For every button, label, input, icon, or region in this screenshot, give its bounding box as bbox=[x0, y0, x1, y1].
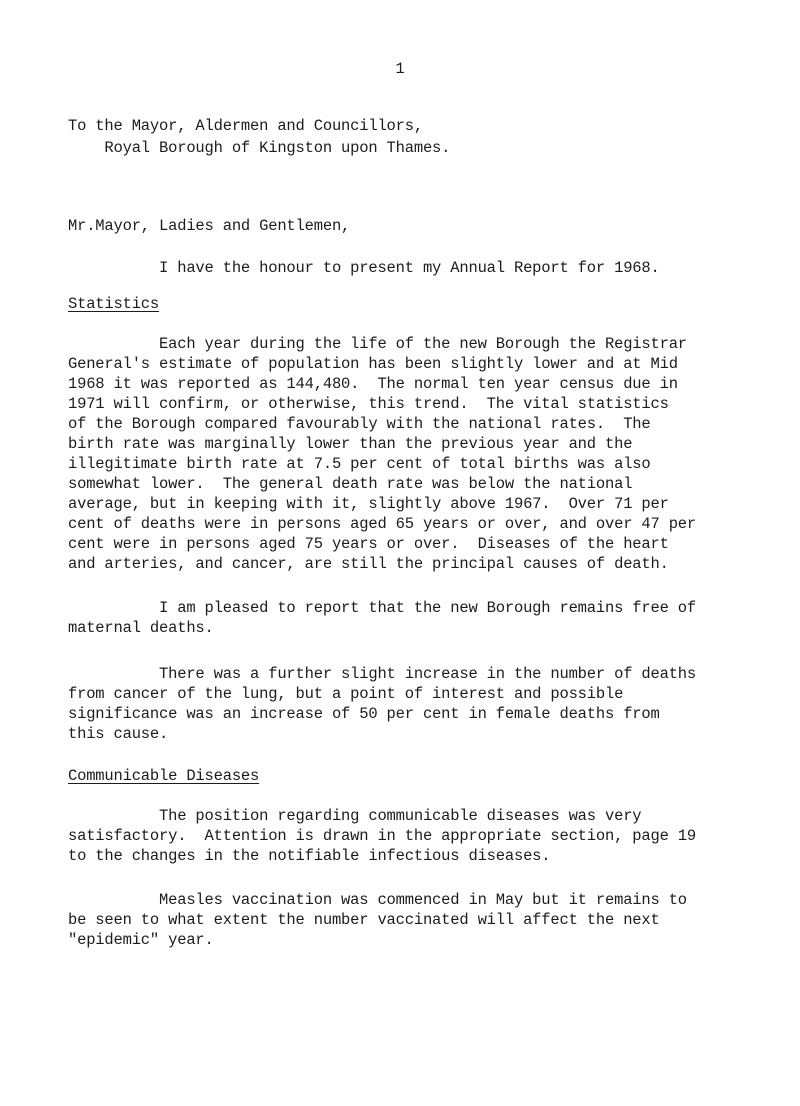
paragraph-line: somewhat lower. The general death rate was below the national bbox=[68, 475, 633, 493]
paragraph-line: from cancer of the lung, but a point of interest and possible bbox=[68, 685, 624, 703]
paragraph-line: of the Borough compared favourably with the national rates. The bbox=[68, 415, 651, 433]
paragraph-line: Measles vaccination was commenced in May but it remains to bbox=[68, 891, 687, 909]
paragraph-line: The position regarding communicable diseases was very bbox=[68, 807, 642, 825]
paragraph-line: illegitimate birth rate at 7.5 per cent of total births was also bbox=[68, 455, 651, 473]
intro-paragraph: I have the honour to present my Annual Report for 1968. bbox=[68, 259, 660, 277]
paragraph-line: significance was an increase of 50 per cent in female deaths from bbox=[68, 705, 660, 723]
paragraph-line: I am pleased to report that the new Borough remains free of bbox=[68, 599, 697, 617]
paragraph-line: cent were in persons aged 75 years or over. Diseases of the heart bbox=[68, 535, 669, 553]
address-line-2: Royal Borough of Kingston upon Thames. bbox=[68, 139, 451, 157]
communicable-diseases-heading: Communicable Diseases bbox=[68, 767, 260, 785]
paragraph-line: average, but in keeping with it, slightly above 1967. Over 71 per bbox=[68, 495, 669, 513]
paragraph-line: Each year during the life of the new Borough the Registrar bbox=[68, 335, 687, 353]
paragraph-line: this cause. bbox=[68, 725, 169, 743]
paragraph-line: birth rate was marginally lower than the previous year and the bbox=[68, 435, 633, 453]
paragraph-line: and arteries, and cancer, are still the principal causes of death. bbox=[68, 555, 669, 573]
paragraph-line: 1968 it was reported as 144,480. The normal ten year census due in bbox=[68, 375, 678, 393]
paragraph-line: There was a further slight increase in the number of deaths bbox=[68, 665, 697, 683]
statistics-heading: Statistics bbox=[68, 295, 160, 313]
page-number: 1 bbox=[395, 60, 405, 78]
paragraph-line: to the changes in the notifiable infectious diseases. bbox=[68, 847, 551, 865]
paragraph-line: General's estimate of population has been slightly lower and at Mid bbox=[68, 355, 678, 373]
salutation: Mr.Mayor, Ladies and Gentlemen, bbox=[68, 217, 351, 235]
address-line-1: To the Mayor, Aldermen and Councillors, bbox=[68, 117, 423, 135]
paragraph-line: "epidemic" year. bbox=[68, 931, 214, 949]
paragraph-line: satisfactory. Attention is drawn in the appropriate section, page 19 bbox=[68, 827, 697, 845]
paragraph-line: cent of deaths were in persons aged 65 years or over, and over 47 per bbox=[68, 515, 697, 533]
paragraph-line: be seen to what extent the number vaccinated will affect the next bbox=[68, 911, 660, 929]
paragraph-line: 1971 will confirm, or otherwise, this trend. The vital statistics bbox=[68, 395, 669, 413]
paragraph-line: maternal deaths. bbox=[68, 619, 214, 637]
